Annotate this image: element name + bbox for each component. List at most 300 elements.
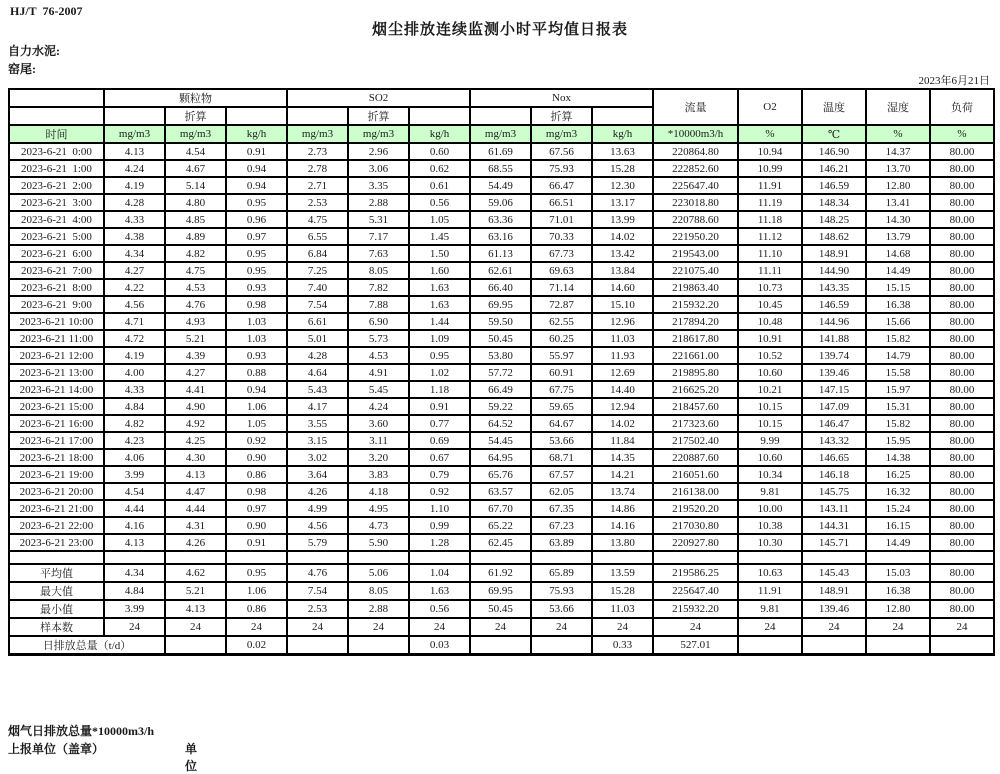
time-cell: 2023-6-21 13:00 <box>9 364 104 381</box>
so2-converted-cell: 5.31 <box>348 211 409 228</box>
col-header-o2: O2 <box>738 89 802 125</box>
monitoring-table <box>8 88 995 656</box>
blank-cell <box>470 107 531 125</box>
nox-cell: 62.61 <box>470 262 531 279</box>
pm-converted-cell: 4.53 <box>165 279 226 296</box>
so2-cell: 3.55 <box>287 415 348 432</box>
summary-row <box>9 618 994 636</box>
nox-converted-cell: 69.63 <box>531 262 592 279</box>
pm-kgh-cell: 0.95 <box>226 564 287 582</box>
so2-cell: 7.54 <box>287 582 348 600</box>
load-cell: 80.00 <box>930 211 994 228</box>
pm-kgh-cell: 0.94 <box>226 177 287 194</box>
pm-converted-cell: 24 <box>165 618 226 636</box>
nox-converted-cell: 67.57 <box>531 466 592 483</box>
daily-total-cell: 0.33 <box>592 636 653 655</box>
daily-total-row <box>9 636 994 655</box>
hourly-data-row <box>9 449 994 466</box>
blank-cell <box>866 551 930 564</box>
so2-converted-cell: 7.88 <box>348 296 409 313</box>
hourly-data-row <box>9 211 994 228</box>
humidity-cell: 15.58 <box>866 364 930 381</box>
so2-kgh-cell: 0.61 <box>409 177 470 194</box>
report-unit-label: 上报单位（盖章） <box>8 742 105 756</box>
temperature-cell: 145.43 <box>802 564 866 582</box>
pm-kgh-cell: 0.97 <box>226 228 287 245</box>
temperature-cell: 148.34 <box>802 194 866 211</box>
nox-cell: 59.50 <box>470 313 531 330</box>
nox-cell: 66.49 <box>470 381 531 398</box>
pm-kgh-cell: 0.86 <box>226 600 287 618</box>
o2-cell: 9.81 <box>738 483 802 500</box>
hourly-data-row <box>9 483 994 500</box>
pm-cell: 4.06 <box>104 449 165 466</box>
so2-kgh-cell: 0.92 <box>409 483 470 500</box>
hourly-data-row <box>9 245 994 262</box>
flow-cell: 217894.20 <box>653 313 738 330</box>
pm-cell: 4.24 <box>104 160 165 177</box>
summary-row <box>9 564 994 582</box>
unit-cell: mg/m3 <box>165 125 226 143</box>
unit-cell: mg/m3 <box>287 125 348 143</box>
pm-kgh-cell: 0.90 <box>226 449 287 466</box>
blank-cell <box>226 107 287 125</box>
nox-converted-cell: 65.89 <box>531 564 592 582</box>
pm-cell: 3.99 <box>104 600 165 618</box>
nox-kgh-cell: 13.99 <box>592 211 653 228</box>
blank-cell <box>930 551 994 564</box>
nox-cell: 53.80 <box>470 347 531 364</box>
o2-cell: 10.91 <box>738 330 802 347</box>
nox-cell: 61.92 <box>470 564 531 582</box>
so2-cell: 3.15 <box>287 432 348 449</box>
o2-cell: 10.60 <box>738 364 802 381</box>
o2-cell: 11.12 <box>738 228 802 245</box>
daily-total-cell <box>930 636 994 655</box>
load-cell: 80.00 <box>930 364 994 381</box>
nox-converted-cell: 67.23 <box>531 517 592 534</box>
hourly-data-row <box>9 381 994 398</box>
load-cell: 80.00 <box>930 564 994 582</box>
blank-cell <box>470 551 531 564</box>
nox-converted-cell: 67.75 <box>531 381 592 398</box>
blank-cell <box>531 551 592 564</box>
humidity-cell: 15.82 <box>866 330 930 347</box>
temperature-cell: 143.11 <box>802 500 866 517</box>
o2-cell: 24 <box>738 618 802 636</box>
temperature-cell: 139.46 <box>802 364 866 381</box>
load-cell: 80.00 <box>930 517 994 534</box>
o2-cell: 10.63 <box>738 564 802 582</box>
pm-cell: 4.23 <box>104 432 165 449</box>
unit-label: 单位 <box>185 742 198 773</box>
so2-converted-cell: 4.24 <box>348 398 409 415</box>
nox-cell: 67.70 <box>470 500 531 517</box>
daily-total-cell: 0.02 <box>226 636 287 655</box>
time-cell: 2023-6-21 17:00 <box>9 432 104 449</box>
nox-converted-cell: 62.55 <box>531 313 592 330</box>
daily-total-cell <box>165 636 226 655</box>
summary-label-cell: 最大值 <box>9 582 104 600</box>
so2-cell: 7.40 <box>287 279 348 296</box>
summary-label-cell: 平均值 <box>9 564 104 582</box>
so2-converted-cell: 3.20 <box>348 449 409 466</box>
pm-cell: 4.84 <box>104 398 165 415</box>
blank-cell <box>104 551 165 564</box>
nox-kgh-cell: 14.35 <box>592 449 653 466</box>
pm-converted-cell: 4.85 <box>165 211 226 228</box>
so2-cell: 5.79 <box>287 534 348 551</box>
humidity-cell: 12.80 <box>866 600 930 618</box>
flow-cell: 221661.00 <box>653 347 738 364</box>
flow-cell: 221075.40 <box>653 262 738 279</box>
pm-cell: 4.44 <box>104 500 165 517</box>
so2-converted-cell: 5.06 <box>348 564 409 582</box>
daily-total-cell: 527.01 <box>653 636 738 655</box>
nox-converted-cell: 63.89 <box>531 534 592 551</box>
pm-cell: 4.33 <box>104 211 165 228</box>
nox-converted-cell: 64.67 <box>531 415 592 432</box>
so2-kgh-cell: 1.63 <box>409 582 470 600</box>
nox-kgh-cell: 13.59 <box>592 564 653 582</box>
daily-total-cell <box>866 636 930 655</box>
humidity-cell: 13.79 <box>866 228 930 245</box>
load-cell: 80.00 <box>930 398 994 415</box>
nox-kgh-cell: 15.10 <box>592 296 653 313</box>
pm-kgh-cell: 1.03 <box>226 313 287 330</box>
humidity-cell: 24 <box>866 618 930 636</box>
hourly-data-row <box>9 330 994 347</box>
time-cell: 2023-6-21 21:00 <box>9 500 104 517</box>
o2-cell: 11.19 <box>738 194 802 211</box>
so2-cell: 24 <box>287 618 348 636</box>
nox-converted-cell: 60.25 <box>531 330 592 347</box>
humidity-cell: 14.38 <box>866 449 930 466</box>
daily-total-label: 日排放总量（t/d） <box>9 636 165 655</box>
temperature-cell: 141.88 <box>802 330 866 347</box>
nox-cell: 54.45 <box>470 432 531 449</box>
temperature-cell: 146.65 <box>802 449 866 466</box>
o2-cell: 10.99 <box>738 160 802 177</box>
flow-cell: 217030.80 <box>653 517 738 534</box>
pm-converted-cell: 4.30 <box>165 449 226 466</box>
so2-converted-cell: 8.05 <box>348 262 409 279</box>
blank-cell <box>802 551 866 564</box>
humidity-cell: 14.30 <box>866 211 930 228</box>
temperature-cell: 139.46 <box>802 600 866 618</box>
summary-row <box>9 600 994 618</box>
so2-kgh-cell: 1.63 <box>409 296 470 313</box>
load-cell: 80.00 <box>930 415 994 432</box>
nox-converted-cell: 70.33 <box>531 228 592 245</box>
o2-cell: 10.38 <box>738 517 802 534</box>
pm-converted-cell: 4.75 <box>165 262 226 279</box>
pm-cell: 3.99 <box>104 466 165 483</box>
pm-kgh-cell: 0.92 <box>226 432 287 449</box>
so2-converted-cell: 2.88 <box>348 194 409 211</box>
o2-cell: 10.52 <box>738 347 802 364</box>
pm-cell: 4.19 <box>104 347 165 364</box>
pm-kgh-cell: 0.91 <box>226 534 287 551</box>
flow-cell: 218457.60 <box>653 398 738 415</box>
so2-cell: 2.53 <box>287 600 348 618</box>
pm-kgh-cell: 0.94 <box>226 381 287 398</box>
flow-cell: 220927.80 <box>653 534 738 551</box>
pm-converted-cell: 4.90 <box>165 398 226 415</box>
blank-cell <box>409 107 470 125</box>
nox-cell: 24 <box>470 618 531 636</box>
o2-cell: 10.94 <box>738 143 802 160</box>
nox-kgh-cell: 13.17 <box>592 194 653 211</box>
flow-cell: 219895.80 <box>653 364 738 381</box>
so2-kgh-cell: 1.63 <box>409 279 470 296</box>
time-cell: 2023-6-21 20:00 <box>9 483 104 500</box>
nox-kgh-cell: 13.63 <box>592 143 653 160</box>
hourly-data-row <box>9 500 994 517</box>
blank-cell <box>9 107 104 125</box>
o2-cell: 11.91 <box>738 582 802 600</box>
so2-cell: 2.71 <box>287 177 348 194</box>
so2-kgh-cell: 0.79 <box>409 466 470 483</box>
nox-kgh-cell: 13.84 <box>592 262 653 279</box>
so2-kgh-cell: 1.18 <box>409 381 470 398</box>
time-cell: 2023-6-21 6:00 <box>9 245 104 262</box>
nox-cell: 65.76 <box>470 466 531 483</box>
nox-kgh-cell: 11.93 <box>592 347 653 364</box>
blank-cell <box>287 551 348 564</box>
so2-kgh-cell: 24 <box>409 618 470 636</box>
pm-converted-cell: 4.44 <box>165 500 226 517</box>
pm-cell: 4.34 <box>104 245 165 262</box>
humidity-cell: 16.38 <box>866 582 930 600</box>
blank-cell <box>348 551 409 564</box>
corner-cell <box>9 89 104 107</box>
pm-converted-cell: 5.21 <box>165 330 226 347</box>
nox-cell: 65.22 <box>470 517 531 534</box>
time-cell: 2023-6-21 2:00 <box>9 177 104 194</box>
load-cell: 80.00 <box>930 245 994 262</box>
load-cell: 80.00 <box>930 160 994 177</box>
humidity-cell: 16.15 <box>866 517 930 534</box>
time-column-header: 时间 <box>9 125 104 143</box>
hourly-data-row <box>9 364 994 381</box>
daily-total-cell <box>470 636 531 655</box>
flow-cell: 217323.60 <box>653 415 738 432</box>
unit-cell: kg/h <box>226 125 287 143</box>
blank-cell <box>9 551 104 564</box>
nox-converted-cell: 24 <box>531 618 592 636</box>
nox-cell: 64.95 <box>470 449 531 466</box>
temperature-cell: 146.90 <box>802 143 866 160</box>
pm-cell: 4.27 <box>104 262 165 279</box>
so2-cell: 5.01 <box>287 330 348 347</box>
humidity-cell: 14.68 <box>866 245 930 262</box>
company-label: 自力水泥: <box>8 44 60 58</box>
so2-cell: 3.64 <box>287 466 348 483</box>
humidity-cell: 12.80 <box>866 177 930 194</box>
nox-kgh-cell: 14.40 <box>592 381 653 398</box>
load-cell: 80.00 <box>930 330 994 347</box>
pm-kgh-cell: 0.93 <box>226 279 287 296</box>
units-row <box>9 125 994 143</box>
time-cell: 2023-6-21 18:00 <box>9 449 104 466</box>
nox-cell: 63.36 <box>470 211 531 228</box>
table-body <box>9 143 994 655</box>
nox-cell: 69.95 <box>470 296 531 313</box>
unit-cell: % <box>866 125 930 143</box>
nox-converted-cell: 66.47 <box>531 177 592 194</box>
pm-converted-cell: 4.80 <box>165 194 226 211</box>
pm-cell: 4.38 <box>104 228 165 245</box>
daily-total-cell <box>348 636 409 655</box>
o2-cell: 10.21 <box>738 381 802 398</box>
so2-converted-cell: 2.96 <box>348 143 409 160</box>
pm-cell: 4.82 <box>104 415 165 432</box>
humidity-cell: 15.03 <box>866 564 930 582</box>
pm-converted-cell: 4.41 <box>165 381 226 398</box>
pm-kgh-cell: 0.95 <box>226 194 287 211</box>
o2-cell: 10.15 <box>738 398 802 415</box>
time-cell: 2023-6-21 22:00 <box>9 517 104 534</box>
pm-kgh-cell: 1.03 <box>226 330 287 347</box>
group-header-nox: Nox <box>470 89 653 107</box>
humidity-cell: 14.79 <box>866 347 930 364</box>
pm-kgh-cell: 0.91 <box>226 143 287 160</box>
pm-converted-cell: 4.82 <box>165 245 226 262</box>
flow-cell: 219586.25 <box>653 564 738 582</box>
nox-converted-cell: 67.73 <box>531 245 592 262</box>
blank-cell <box>226 551 287 564</box>
nox-kgh-cell: 12.94 <box>592 398 653 415</box>
hourly-data-row <box>9 415 994 432</box>
humidity-cell: 16.32 <box>866 483 930 500</box>
humidity-cell: 15.95 <box>866 432 930 449</box>
load-cell: 80.00 <box>930 432 994 449</box>
temperature-cell: 144.90 <box>802 262 866 279</box>
report-date: 2023年6月21日 <box>918 75 990 87</box>
so2-kgh-cell: 0.62 <box>409 160 470 177</box>
so2-kgh-cell: 1.10 <box>409 500 470 517</box>
so2-kgh-cell: 1.09 <box>409 330 470 347</box>
so2-converted-cell: 7.17 <box>348 228 409 245</box>
humidity-cell: 15.66 <box>866 313 930 330</box>
nox-kgh-cell: 11.03 <box>592 600 653 618</box>
so2-cell: 4.26 <box>287 483 348 500</box>
humidity-cell: 13.70 <box>866 160 930 177</box>
so2-kgh-cell: 1.04 <box>409 564 470 582</box>
pm-converted-cell: 4.54 <box>165 143 226 160</box>
nox-converted-cell: 60.91 <box>531 364 592 381</box>
o2-cell: 10.30 <box>738 534 802 551</box>
nox-kgh-cell: 14.02 <box>592 228 653 245</box>
temperature-cell: 148.62 <box>802 228 866 245</box>
pm-kgh-cell: 0.94 <box>226 160 287 177</box>
hourly-data-row <box>9 160 994 177</box>
flow-cell: 220864.80 <box>653 143 738 160</box>
unit-cell: kg/h <box>592 125 653 143</box>
time-cell: 2023-6-21 16:00 <box>9 415 104 432</box>
pm-kgh-cell: 0.95 <box>226 245 287 262</box>
pm-kgh-cell: 1.06 <box>226 582 287 600</box>
nox-kgh-cell: 14.21 <box>592 466 653 483</box>
pm-converted-cell: 4.62 <box>165 564 226 582</box>
unit-cell: % <box>930 125 994 143</box>
so2-converted-cell: 4.53 <box>348 347 409 364</box>
pm-cell: 4.22 <box>104 279 165 296</box>
load-cell: 24 <box>930 618 994 636</box>
so2-converted-cell: 5.90 <box>348 534 409 551</box>
time-cell: 2023-6-21 11:00 <box>9 330 104 347</box>
station-label: 窑尾: <box>8 62 36 76</box>
temperature-cell: 147.09 <box>802 398 866 415</box>
so2-cell: 4.75 <box>287 211 348 228</box>
pm-cell: 4.56 <box>104 296 165 313</box>
so2-converted-cell: 5.45 <box>348 381 409 398</box>
blank-cell <box>592 551 653 564</box>
col-header-load: 负荷 <box>930 89 994 125</box>
col-header-humidity: 湿度 <box>866 89 930 125</box>
temperature-cell: 146.59 <box>802 296 866 313</box>
nox-cell: 59.22 <box>470 398 531 415</box>
so2-kgh-cell: 0.99 <box>409 517 470 534</box>
temperature-cell: 148.91 <box>802 582 866 600</box>
daily-total-cell: 0.03 <box>409 636 470 655</box>
nox-kgh-cell: 14.60 <box>592 279 653 296</box>
so2-converted-cell: 4.18 <box>348 483 409 500</box>
so2-cell: 6.84 <box>287 245 348 262</box>
so2-converted-cell: 4.91 <box>348 364 409 381</box>
temperature-cell: 146.59 <box>802 177 866 194</box>
pm-cell: 4.16 <box>104 517 165 534</box>
o2-cell: 11.91 <box>738 177 802 194</box>
pm-kgh-cell: 1.05 <box>226 415 287 432</box>
load-cell: 80.00 <box>930 534 994 551</box>
nox-kgh-cell: 14.16 <box>592 517 653 534</box>
o2-cell: 11.10 <box>738 245 802 262</box>
flow-cell: 216138.00 <box>653 483 738 500</box>
pm-cell: 4.72 <box>104 330 165 347</box>
flow-cell: 219543.00 <box>653 245 738 262</box>
so2-cell: 4.17 <box>287 398 348 415</box>
hourly-data-row <box>9 296 994 313</box>
so2-cell: 6.61 <box>287 313 348 330</box>
flow-total-note: 烟气日排放总量*10000m3/h <box>8 724 155 738</box>
unit-cell: % <box>738 125 802 143</box>
unit-cell: mg/m3 <box>531 125 592 143</box>
nox-cell: 61.13 <box>470 245 531 262</box>
time-cell: 2023-6-21 19:00 <box>9 466 104 483</box>
pm-converted-cell: 5.21 <box>165 582 226 600</box>
flow-cell: 217502.40 <box>653 432 738 449</box>
temperature-cell: 144.96 <box>802 313 866 330</box>
converted-header-so2: 折算 <box>348 107 409 125</box>
so2-kgh-cell: 1.05 <box>409 211 470 228</box>
col-header-temperature: 温度 <box>802 89 866 125</box>
load-cell: 80.00 <box>930 313 994 330</box>
nox-converted-cell: 68.71 <box>531 449 592 466</box>
nox-converted-cell: 67.56 <box>531 143 592 160</box>
pm-kgh-cell: 0.98 <box>226 296 287 313</box>
hourly-data-row <box>9 143 994 160</box>
hourly-data-row <box>9 177 994 194</box>
o2-cell: 11.11 <box>738 262 802 279</box>
temperature-cell: 139.74 <box>802 347 866 364</box>
nox-converted-cell: 75.93 <box>531 160 592 177</box>
flow-cell: 219863.40 <box>653 279 738 296</box>
load-cell: 80.00 <box>930 143 994 160</box>
pm-cell: 4.84 <box>104 582 165 600</box>
temperature-cell: 148.91 <box>802 245 866 262</box>
